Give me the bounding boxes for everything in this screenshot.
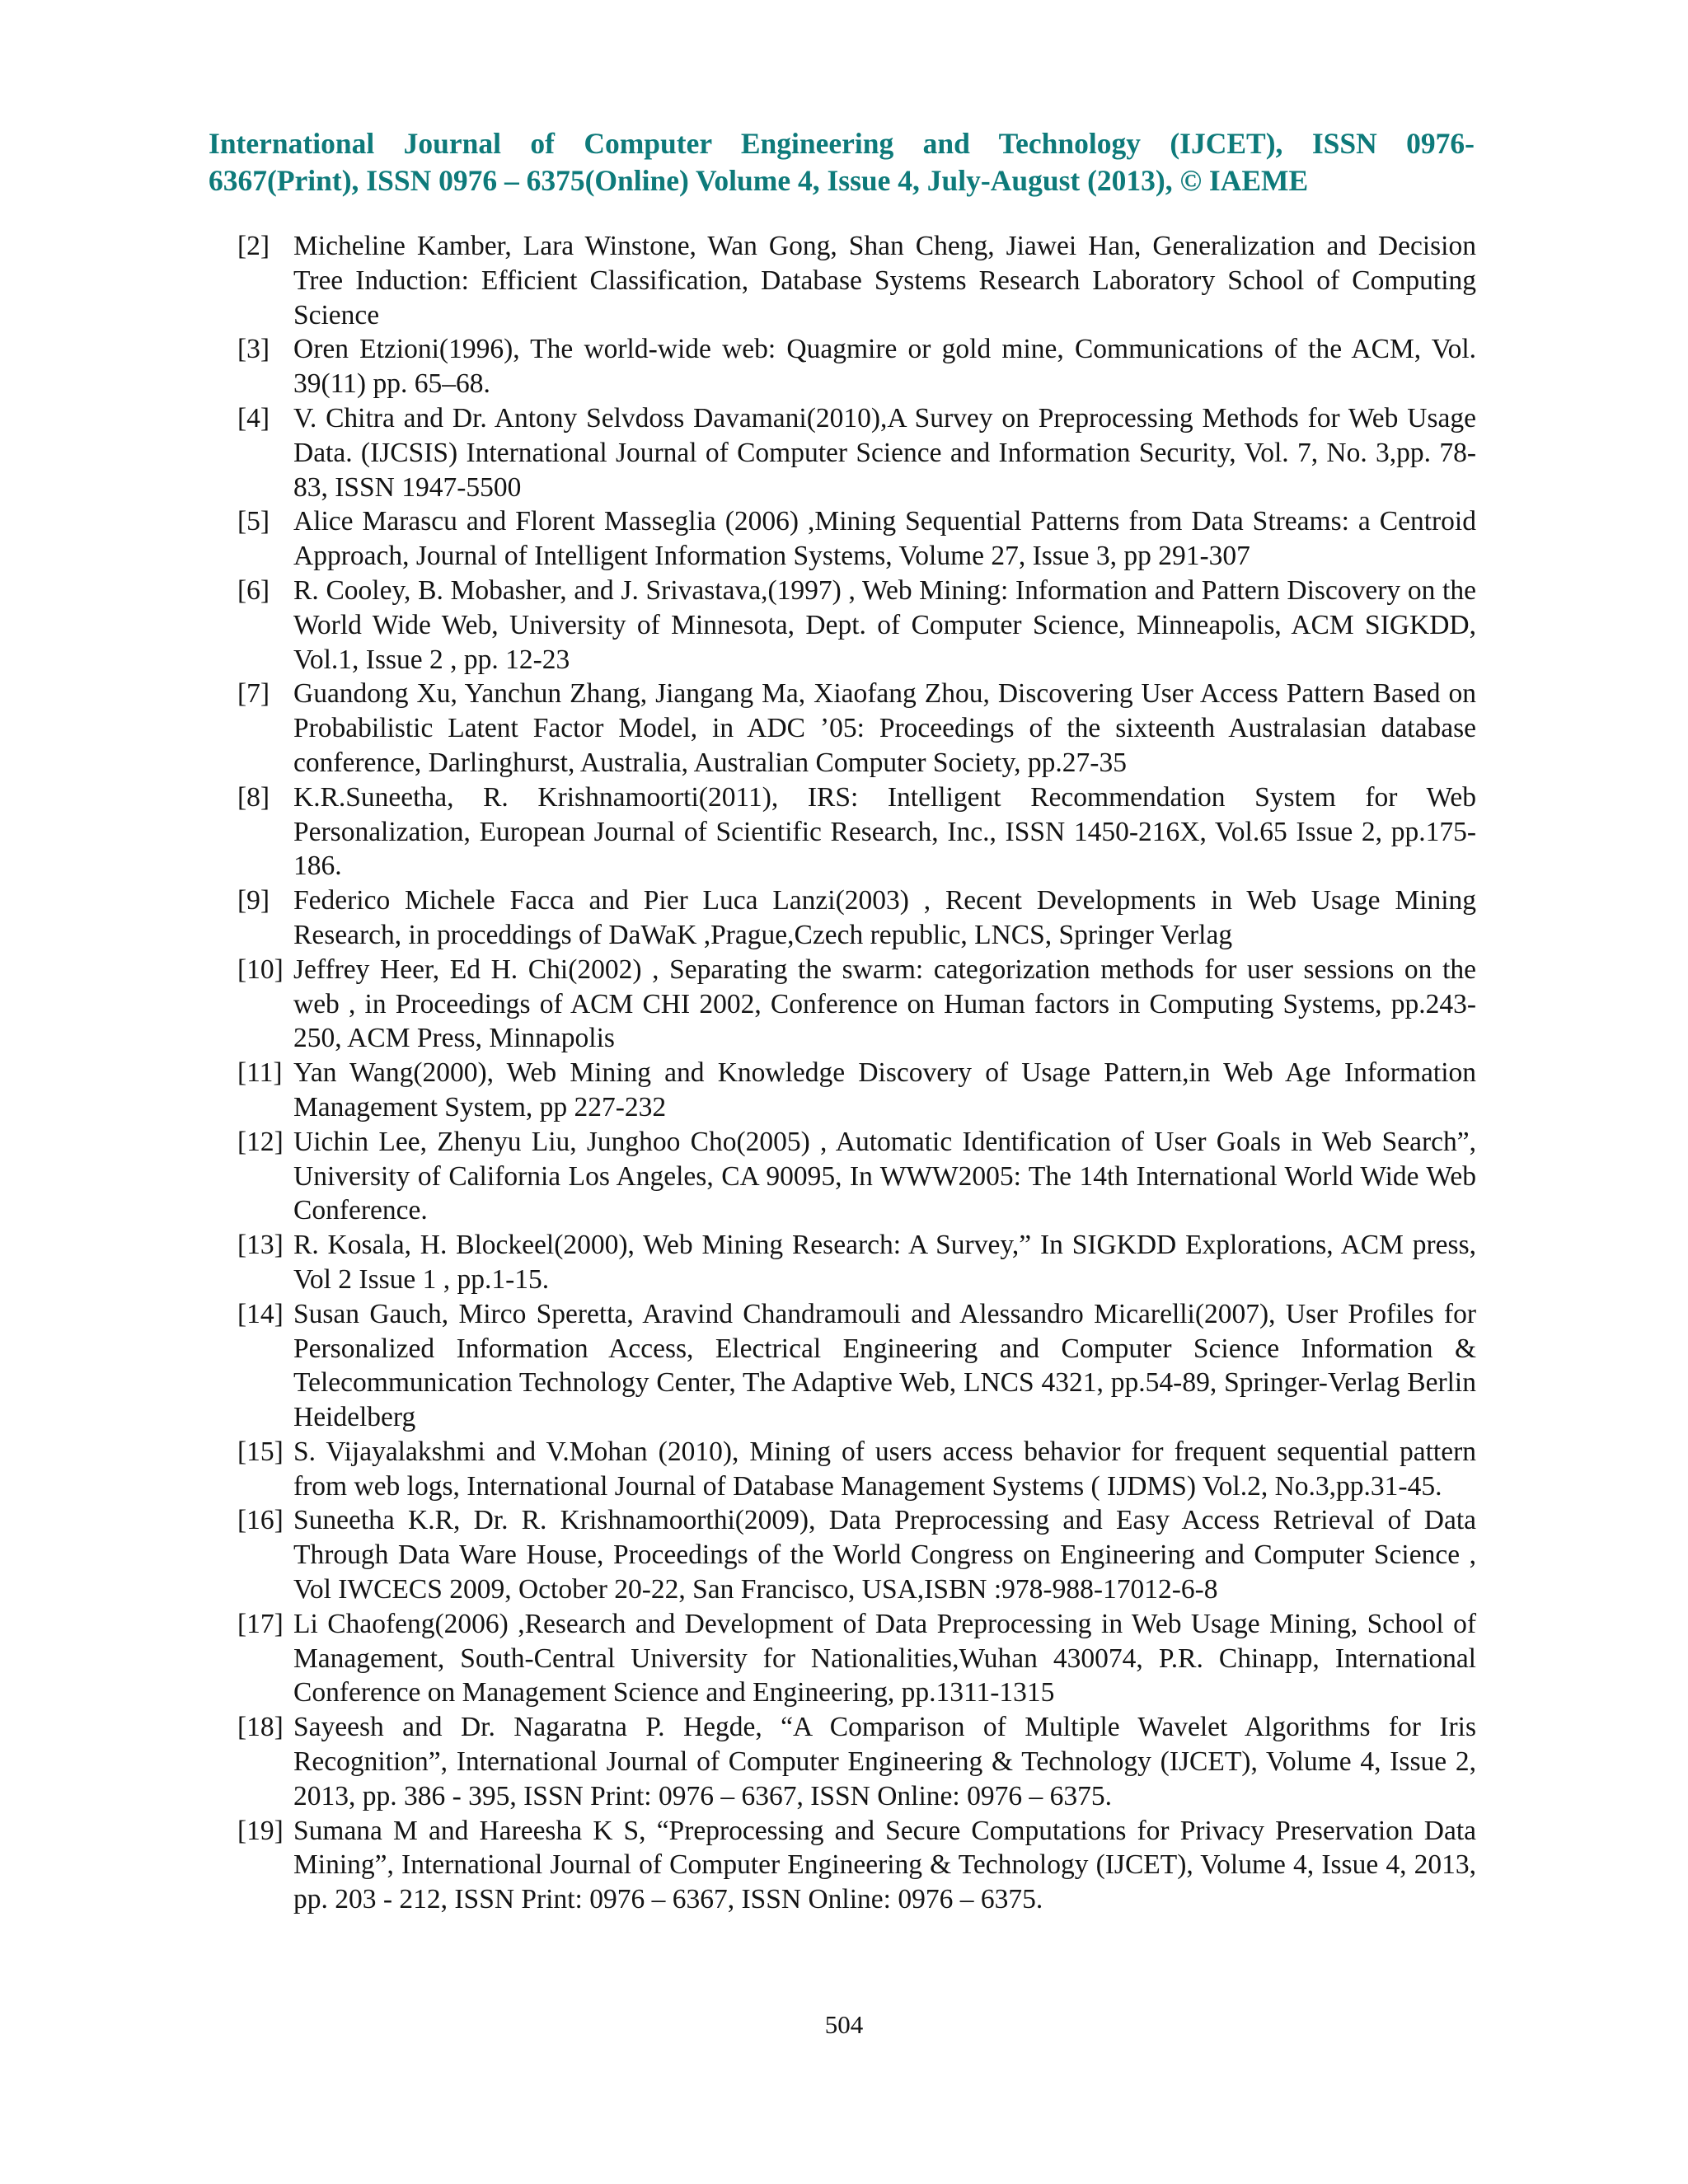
reference-item	[237, 1056, 1476, 1125]
reference-number: [2]	[237, 231, 270, 261]
reference-text: Li Chaofeng(2006) ,Research and Development of Data Preprocessing in Web Usage Mining, School of Management, South-Central University for Nationalities,Wuhan 430074, P.R. Chinapp, International Conference on Management Science and Engineering, pp.1311-1315	[293, 1608, 1476, 1708]
reference-text: Sayeesh and Dr. Nagaratna P. Hegde, “A Comparison of Multiple Wavelet Algorithms for Iris Recognition”, International Journal of Computer Engineering & Technology (IJCET), Volume 4, Issue 2, 2013, pp. 386 - 395, ISSN Print: 0976 – 6367, ISSN Online: 0976 – 6375.	[293, 1712, 1476, 1811]
journal-header-line-2: 6367(Print), ISSN 0976 – 6375(Online) Volume 4, Issue 4, July-August (2013), © IAEME	[209, 164, 1309, 197]
reference-number: [18]	[237, 1712, 284, 1743]
reference-item	[237, 574, 1476, 677]
reference-number: [13]	[237, 1230, 284, 1261]
reference-text: Oren Etzioni(1996), The world-wide web: Quagmire or gold mine, Communications of the ACM, Vol. 39(11) pp. 65–68.	[293, 334, 1476, 400]
reference-item	[237, 1607, 1476, 1710]
reference-number: [10]	[237, 954, 284, 985]
reference-item	[237, 1125, 1476, 1228]
reference-item	[237, 677, 1476, 780]
reference-text: Micheline Kamber, Lara Winstone, Wan Gong, Shan Cheng, Jiawei Han, Generalization and Decision Tree Induction: Efficient Classification, Database Systems Research Laboratory School of Computing Science	[293, 231, 1476, 330]
reference-item	[237, 504, 1476, 574]
reference-text: Suneetha K.R, Dr. R. Krishnamoorthi(2009), Data Preprocessing and Easy Access Retrieval of Data Through Data Ware House, Proceedings of the World Congress on Engineering and Computer Science , Vol IWCECS 2009, October 20-22, San Francisco, USA,ISBN :978-988-17012-6-8	[293, 1505, 1476, 1605]
reference-number: [12]	[237, 1126, 284, 1157]
reference-number: [11]	[237, 1057, 283, 1089]
reference-item	[237, 953, 1476, 1056]
reference-number: [5]	[237, 506, 270, 537]
reference-item	[237, 1814, 1476, 1917]
reference-number: [8]	[237, 781, 270, 813]
reference-item	[237, 780, 1476, 883]
reference-number: [15]	[237, 1436, 284, 1467]
reference-text: Susan Gauch, Mirco Speretta, Aravind Chandramouli and Alessandro Micarelli(2007), User Profiles for Personalized Information Access, Electrical Engineering and Computer Science Information & Telecommunication Technology Center, The Adaptive Web, LNCS 4321, pp.54-89, Springer-Verlag Berlin Heidelberg	[293, 1298, 1476, 1433]
reference-item	[237, 1228, 1476, 1297]
reference-number: [4]	[237, 402, 270, 434]
reference-text: Uichin Lee, Zhenyu Liu, Junghoo Cho(2005) , Automatic Identification of User Goals in Web Search”, University of California Los Angeles, CA 90095, In WWW2005: The 14th International World Wide Web Conference.	[293, 1126, 1476, 1226]
reference-number: [7]	[237, 678, 270, 710]
journal-header	[209, 125, 1475, 199]
reference-number: [3]	[237, 334, 270, 365]
reference-text: Guandong Xu, Yanchun Zhang, Jiangang Ma, Xiaofang Zhou, Discovering User Access Pattern Based on Probabilistic Latent Factor Model, in ADC ’05: Proceedings of the sixteenth Australasian database conference, Darlinghurst, Australia, Australian Computer Society, pp.27-35	[293, 678, 1476, 778]
reference-text: V. Chitra and Dr. Antony Selvdoss Davamani(2010),A Survey on Preprocessing Methods for Web Usage Data. (IJCSIS) International Journal of Computer Science and Information Security, Vol. 7, No. 3,pp. 78-83, ISSN 1947-5500	[293, 402, 1476, 503]
reference-item	[237, 1435, 1476, 1504]
reference-text: Yan Wang(2000), Web Mining and Knowledge Discovery of Usage Pattern,in Web Age Information Management System, pp 227-232	[293, 1057, 1476, 1122]
reference-number: [6]	[237, 574, 270, 606]
journal-header-line-1: International Journal of Computer Engineering and Technology (IJCET), ISSN 0976-	[209, 127, 1475, 160]
reference-text: K.R.Suneetha, R. Krishnamoorti(2011), IRS: Intelligent Recommendation System for Web Personalization, European Journal of Scientific Research, Inc., ISSN 1450-216X, Vol.65 Issue 2, pp.175-186.	[293, 781, 1476, 882]
reference-number: [16]	[237, 1505, 284, 1536]
reference-item	[237, 1503, 1476, 1606]
reference-text: Jeffrey Heer, Ed H. Chi(2002) , Separating the swarm: categorization methods for user sessions on the web , in Proceedings of ACM CHI 2002, Conference on Human factors in Computing Systems, pp.243-250, ACM Press, Minnapolis	[293, 954, 1476, 1054]
reference-number: [17]	[237, 1608, 284, 1639]
reference-text: R. Kosala, H. Blockeel(2000), Web Mining Research: A Survey,” In SIGKDD Explorations, ACM press, Vol 2 Issue 1 , pp.1-15.	[293, 1230, 1476, 1295]
reference-item	[237, 1710, 1476, 1813]
reference-text: Sumana M and Hareesha K S, “Preprocessing and Secure Computations for Privacy Preservation Data Mining”, International Journal of Computer Engineering & Technology (IJCET), Volume 4, Issue 4, 2013, pp. 203 - 212, ISSN Print: 0976 – 6367, ISSN Online: 0976 – 6375.	[293, 1815, 1476, 1915]
reference-list	[237, 229, 1476, 1917]
page-number: 504	[824, 2010, 864, 2039]
reference-text: S. Vijayalakshmi and V.Mohan (2010), Mining of users access behavior for frequent sequential pattern from web logs, International Journal of Database Management Systems ( IJDMS) Vol.2, No.3,pp.31-45.	[293, 1436, 1476, 1502]
reference-item	[237, 332, 1476, 401]
reference-text: Alice Marascu and Florent Masseglia (2006) ,Mining Sequential Patterns from Data Streams: a Centroid Approach, Journal of Intelligent Information Systems, Volume 27, Issue 3, pp 291-307	[293, 506, 1476, 572]
reference-item	[237, 401, 1476, 504]
reference-item	[237, 229, 1476, 332]
reference-number: [9]	[237, 885, 270, 916]
reference-item	[237, 1297, 1476, 1435]
reference-item	[237, 883, 1476, 953]
reference-number: [14]	[237, 1298, 284, 1329]
reference-text: Federico Michele Facca and Pier Luca Lanzi(2003) , Recent Developments in Web Usage Mining Research, in proceddings of DaWaK ,Prague,Czech republic, LNCS, Springer Verlag	[293, 885, 1476, 950]
reference-number: [19]	[237, 1815, 284, 1846]
reference-text: R. Cooley, B. Mobasher, and J. Srivastava,(1997) , Web Mining: Information and Pattern Discovery on the World Wide Web, University of Minnesota, Dept. of Computer Science, Minneapolis, ACM SIGKDD, Vol.1, Issue 2 , pp. 12-23	[293, 574, 1476, 675]
